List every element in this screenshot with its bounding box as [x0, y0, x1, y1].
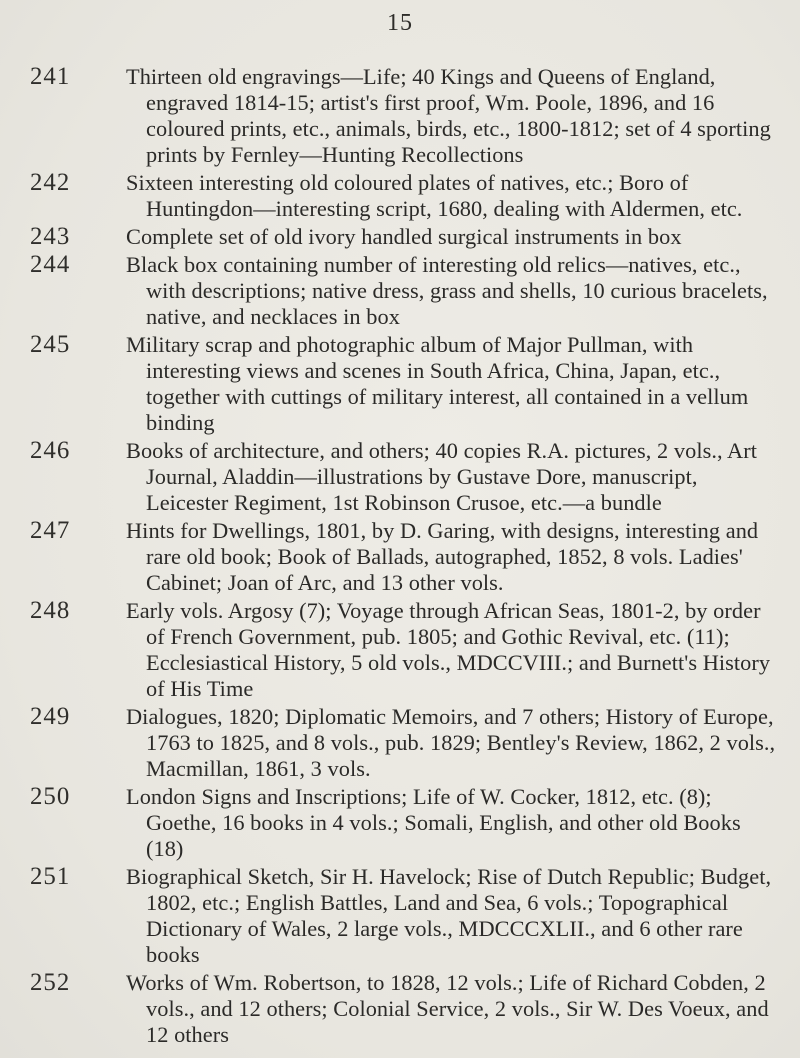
lot-number: 241 [30, 63, 71, 90]
lot-description: Black box containing number of interesting old relics—natives, etc., with descriptions; native dress, grass and shells, 10 curious bracelets, native, and necklaces in box [126, 252, 768, 330]
lot-description: Sixteen interesting old coloured plates of natives, etc.; Boro of Huntingdon—interesting script, 1680, dealing with Aldermen, etc. [126, 170, 743, 222]
lot-description: Thirteen old engravings—Life; 40 Kings and Queens of England, engraved 1814-15; artist's first proof, Wm. Poole, 1896, and 16 coloured prints, etc., animals, birds, etc., 1800-1812; set of 4 sporting prints by Fernley—Hunting Recollections [126, 64, 771, 168]
lot-number: 251 [30, 863, 71, 890]
lot-description: Biographical Sketch, Sir H. Havelock; Rise of Dutch Republic; Budget, 1802, etc.; English Battles, Land and Sea, 6 vols.; Topographical Dictionary of Wales, 2 large vols., MDCCCXLII., and 6 other rare books [126, 864, 772, 968]
lot-number: 242 [30, 169, 71, 196]
lot-number: 249 [30, 703, 71, 730]
lot-number: 248 [30, 597, 71, 624]
lot-description: London Signs and Inscriptions; Life of W. Cocker, 1812, etc. (8); Goethe, 16 books in 4 vols.; Somali, English, and other old Books (18) [126, 784, 741, 862]
lot-description: Books of architecture, and others; 40 copies R.A. pictures, 2 vols., Art Journal, Aladdin—illustrations by Gustave Dore, manuscript, Leicester Regiment, 1st Robinson Crusoe, etc.—a bundle [126, 438, 757, 516]
lot-number: 247 [30, 517, 71, 544]
lot-number: 250 [30, 783, 71, 810]
lot-description: Dialogues, 1820; Diplomatic Memoirs, and 7 others; History of Europe, 1763 to 1825, and 8 vols., pub. 1829; Bentley's Review, 1862, 2 vols., Macmillan, 1861, 3 vols. [126, 704, 776, 782]
lot-number: 243 [30, 223, 71, 250]
lot-number: 246 [30, 437, 71, 464]
lot-number: 252 [30, 969, 71, 996]
lot-description: Early vols. Argosy (7); Voyage through African Seas, 1801-2, by order of French Government, pub. 1805; and Gothic Revival, etc. (11); Ecclesiastical History, 5 old vols., MDCCVIII.; and Burnett's History of His Time [126, 598, 771, 702]
page-number: 15 [387, 10, 413, 36]
lot-description: Complete set of old ivory handled surgical instruments in box [126, 224, 682, 249]
lot-description: Hints for Dwellings, 1801, by D. Garing, with designs, interesting and rare old book; Book of Ballads, autographed, 1852, 8 vols. Ladies' Cabinet; Joan of Arc, and 13 other vols. [126, 518, 759, 596]
lot-description: Military scrap and photographic album of Major Pullman, with interesting views and scenes in South Africa, China, Japan, etc., together with cuttings of military interest, all contained in a vellum binding [126, 332, 749, 436]
lot-description: Works of Wm. Robertson, to 1828, 12 vols.; Life of Richard Cobden, 2 vols., and 12 others; Colonial Service, 2 vols., Sir W. Des Voeux, and 12 others [126, 970, 769, 1048]
lot-number: 244 [30, 251, 71, 278]
lot-number: 245 [30, 331, 71, 358]
